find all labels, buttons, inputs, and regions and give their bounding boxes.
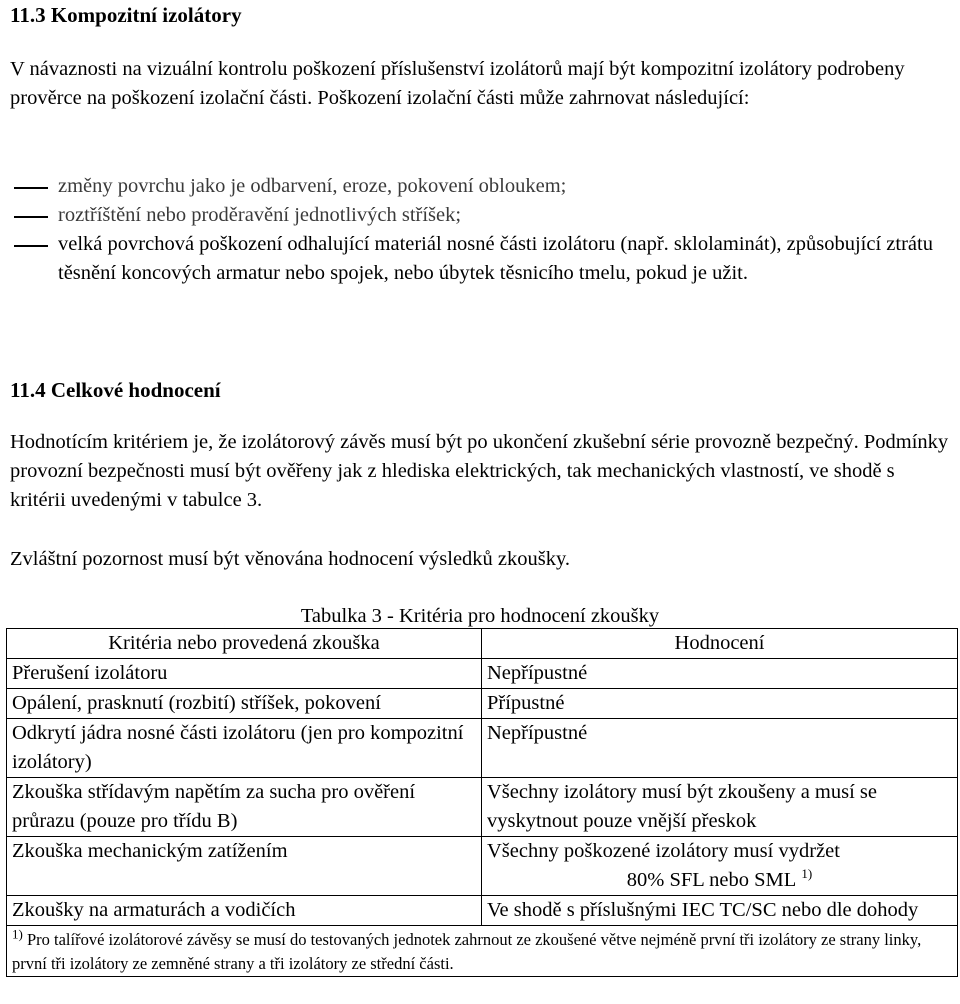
criteria-cell: Opálení, prasknutí (rozbití) stříšek, pokovení bbox=[7, 689, 482, 719]
evaluation-value: 80% SFL nebo SML bbox=[626, 869, 797, 891]
list-item: velká povrchová poškození odhalující materiál nosné části izolátoru (např. sklolaminát), způsobující ztrátu těsnění koncových armatur nebo spojek, nebo úbytek těsnicího tmelu, pokud je užit. bbox=[14, 230, 950, 288]
table-row bbox=[7, 719, 958, 778]
evaluation-cell: Přípustné bbox=[482, 689, 958, 719]
criteria-cell: Zkouška mechanickým zatížením bbox=[7, 837, 482, 896]
evaluation-cell: Nepřípustné bbox=[482, 719, 958, 778]
list-item: roztříštění nebo proděravění jednotlivých stříšek; bbox=[14, 201, 950, 230]
table-footnote bbox=[7, 926, 958, 977]
footnote-ref: 1) bbox=[801, 866, 813, 882]
dash-bullet-icon bbox=[14, 172, 58, 201]
table-row bbox=[7, 659, 958, 689]
column-header-criteria: Kritéria nebo provedená zkouška bbox=[7, 629, 482, 659]
evaluation-line-1: Všechny poškozené izolátory musí vydržet bbox=[487, 840, 840, 862]
table-row bbox=[7, 778, 958, 837]
footnote-mark: 1) bbox=[12, 926, 23, 942]
criteria-cell: Odkrytí jádra nosné části izolátoru (jen pro kompozitní izolátory) bbox=[7, 719, 482, 778]
table-row bbox=[7, 896, 958, 926]
criteria-cell: Zkouška střídavým napětím za sucha pro ověření průrazu (pouze pro třídu B) bbox=[7, 778, 482, 837]
table-footnote-row bbox=[7, 926, 958, 977]
evaluation-line-2 bbox=[487, 866, 952, 895]
criteria-cell: Přerušení izolátoru bbox=[7, 659, 482, 689]
dash-bullet-icon bbox=[14, 230, 58, 288]
evaluation-cell: Všechny izolátory musí být zkoušeny a musí se vyskytnout pouze vnější přeskok bbox=[482, 778, 958, 837]
footnote-text: Pro talířové izolátorové závěsy se musí do testovaných jednotek zahrnout ze zkoušené větve nejméně první tři izolátory ze strany linky, první tři izolátory ze zemněné strany a tři izolátory ze střední části. bbox=[12, 930, 922, 973]
evaluation-cell: Nepřípustné bbox=[482, 659, 958, 689]
criteria-table bbox=[6, 628, 958, 977]
list-item: změny povrchu jako je odbarvení, eroze, pokovení obloukem; bbox=[14, 172, 950, 201]
table-header-row bbox=[7, 629, 958, 659]
criteria-cell: Zkoušky na armaturách a vodičích bbox=[7, 896, 482, 926]
table-row bbox=[7, 837, 958, 896]
evaluation-cell bbox=[482, 837, 958, 896]
damage-list bbox=[14, 172, 950, 288]
section-11-4-paragraph: Hodnotícím kritériem je, že izolátorový závěs musí být po ukončení zkušební série provozně bezpečný. Podmínky provozní bezpečnosti musí být ověřeny jak z hlediska elektrických, tak mechanických vlastností, ve shodě s kritérii uvedenými v tabulce 3. bbox=[10, 431, 949, 511]
dash-bullet-icon bbox=[14, 201, 58, 230]
table-row bbox=[7, 689, 958, 719]
evaluation-cell: Ve shodě s příslušnými IEC TC/SC nebo dle dohody bbox=[482, 896, 958, 926]
section-heading-11-3: 11.3 Kompozitní izolátory bbox=[10, 3, 242, 27]
section-11-4-note: Zvláštní pozornost musí být věnována hodnocení výsledků zkoušky. bbox=[10, 548, 571, 570]
table-caption: Tabulka 3 - Kritéria pro hodnocení zkoušky bbox=[300, 605, 660, 627]
section-11-3-intro: V návaznosti na vizuální kontrolu poškození příslušenství izolátorů mají být kompozitní izolátory podrobeny prověrce na poškození izolační části. Poškození izolační části může zahrnovat následující: bbox=[10, 58, 905, 109]
column-header-evaluation: Hodnocení bbox=[482, 629, 958, 659]
section-heading-11-4: 11.4 Celkové hodnocení bbox=[10, 378, 221, 402]
